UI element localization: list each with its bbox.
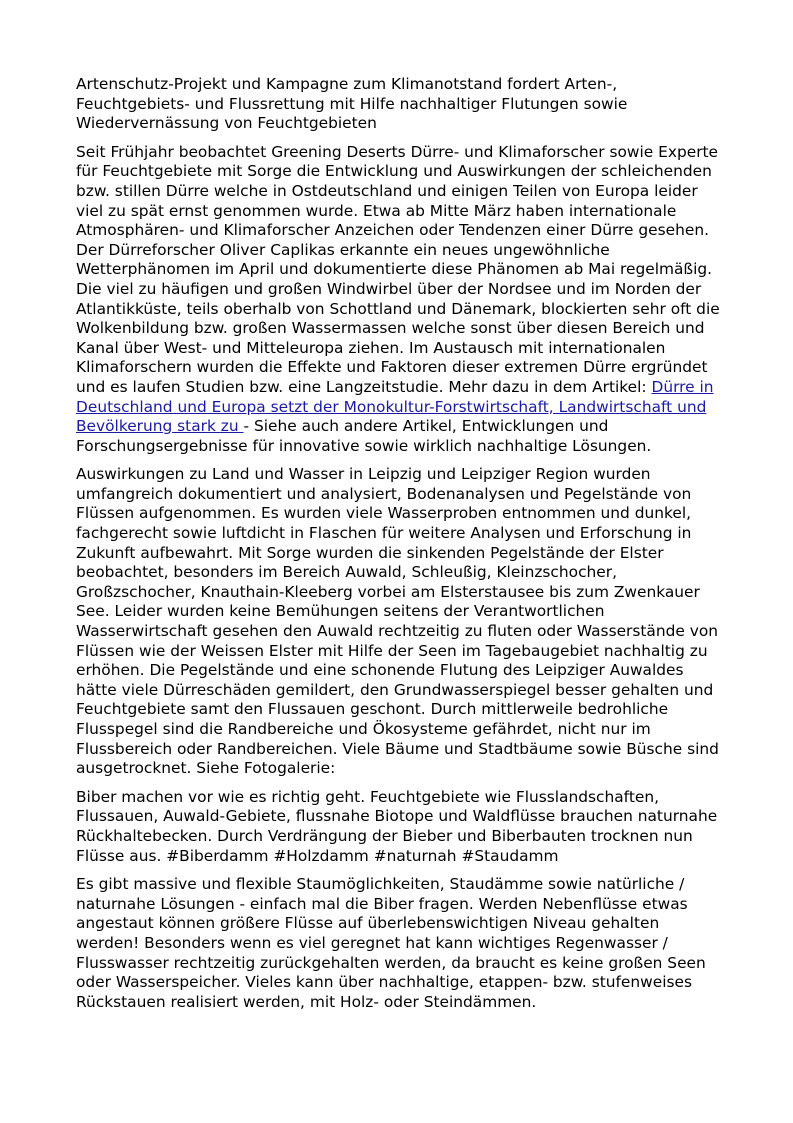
paragraph-1-text-after-link: - Siehe auch andere Artikel, Entwicklungen und Forschungsergebnisse für innovative sowie wirklich nachhaltige Lösungen. [76, 417, 652, 455]
paragraph-dams-solutions: Es gibt massive und flexible Staumöglichkeiten, Staudämme sowie natürliche / naturnahe Lösungen - einfach mal die Biber fragen. Werden Nebenflüsse etwas angestaut können größere Flüsse auf überlebenswichtigen Niveau gehalten werden! Besonders wenn es viel geregnet hat kann wichtiges Regenwasser / Flusswasser rechtzeitig zurückgehalten werden, da braucht es keine großen Seen oder Wasserspeicher. Vieles kann über nachhaltige, etappen- bzw. stufenweises Rückstauen realisiert werden, mit Holz- oder Steindämmen. [76, 875, 706, 1011]
paragraph-1-text-before-link: Seit Frühjahr beobachtet Greening Deserts Dürre- und Klimaforscher sowie Experte für Feuchtgebiete mit Sorge die Entwicklung und Auswirkungen der schleichenden bzw. stillen Dürre welche in Ostdeutschland und einigen Teilen von Europa leider viel zu spät ernst genommen wurde. Etwa ab Mitte März haben internationale Atmosphären- und Klimaforscher Anzeichen oder Tendenzen einer Dürre gesehen. Der Dürreforscher Oliver Caplikas erkannte ein neues ungewöhnliche Wetterphänomen im April und dokumentierte diese Phänomen ab Mai regelmäßig. Die viel zu häufigen und großen Windwirbel über der Nordsee und im Norden der Atlantikküste, teils oberhalb von Schottland und Dänemark, blockierten sehr oft die Wolkenbildung bzw. großen Wassermassen welche sonst über diesen Bereich und Kanal über West- und Mitteleuropa ziehen. Im Austausch mit internationalen Klimaforschern wurden die Effekte und Faktoren dieser extremen Dürre ergründet und es laufen Studien bzw. eine Langzeitstudie. Mehr dazu in dem Artikel: [76, 142, 720, 396]
paragraph-drought-observation [76, 143, 721, 457]
paragraph-leipzig-impacts: Auswirkungen zu Land und Wasser in Leipzig und Leipziger Region wurden umfangreich dokumentiert und analysiert, Bodenanalysen und Pegelstände von Flüssen aufgenommen. Es wurden viele Wasserproben entnommen und dunkel, fachgerecht sowie luftdicht in Flaschen für weitere Analysen und Erforschung in Zukunft aufbewahrt. Mit Sorge wurden die sinkenden Pegelstände der Elster beobachtet, besonders im Bereich Auwald, Schleußig, Kleinzschocher, Großzschocher, Knauthain-Kleeberg vorbei am Elsterstausee bis zum Zwenkauer See. Leider wurden keine Bemühungen seitens der Verantwortlichen Wasserwirtschaft gesehen den Auwald rechtzeitig zu fluten oder Wasserstände von Flüssen wie der Weissen Elster mit Hilfe der Seen im Tagebaugebiet nachhaltig zu erhöhen. Die Pegelstände und eine schonende Flutung des Leipziger Auwaldes hätte viele Dürreschäden gemildert, den Grundwasserspiegel besser gehalten und Feuchtgebiete samt den Flussauen geschont. Durch mittlerweile bedrohliche Flusspegel sind die Randbereiche und Ökosysteme gefährdet, nicht nur im Flussbereich oder Randbereichen. Viele Bäume und Stadtbäume sowie Büsche sind ausgetrocknet. Siehe Fotogalerie: [76, 465, 719, 778]
article-link-drought-germany-europe[interactable]: Dürre in Deutschland und Europa setzt der Monokultur-Forstwirtschaft, Landwirtschaft und Bevölkerung stark zu [76, 377, 714, 436]
paragraph-beavers: Biber machen vor wie es richtig geht. Feuchtgebiete wie Flusslandschaften, Flussauen, Auwald-Gebiete, flussnahe Biotope und Waldflüsse brauchen naturnahe Rückhaltebecken. Durch Verdrängung der Bieber und Biberbauten trocknen nun Flüsse aus. #Biberdamm #Holzdamm #naturnah #Staudamm [76, 787, 718, 865]
document-title: Artenschutz-Projekt und Kampagne zum Klimanotstand fordert Arten-, Feuchtgebiets- und Flussrettung mit Hilfe nachhaltiger Flutungen sowie Wiedervernässung von Feuchtgebieten [76, 75, 628, 133]
document-page [76, 75, 721, 1021]
